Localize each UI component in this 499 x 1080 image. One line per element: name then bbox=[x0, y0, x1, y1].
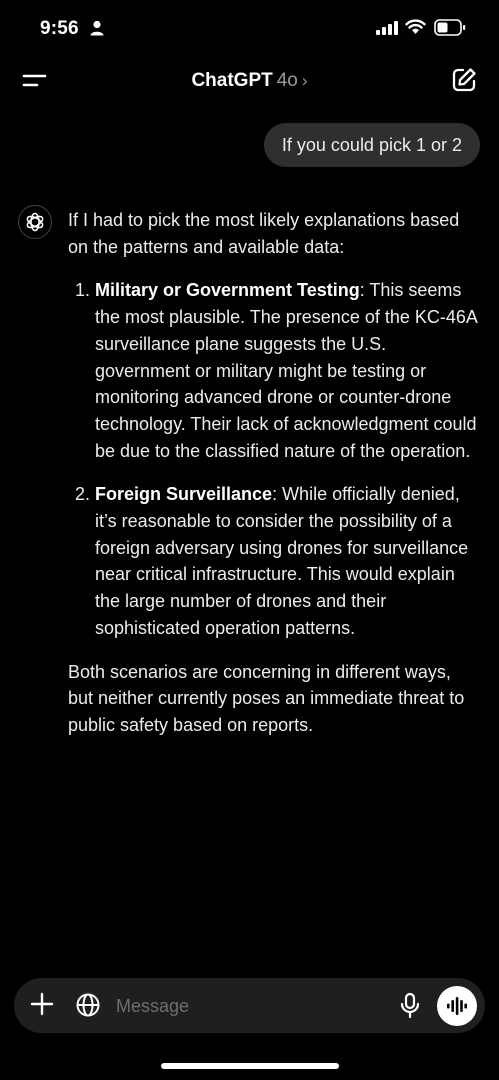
battery-icon bbox=[434, 19, 466, 36]
status-time: 9:56 bbox=[40, 18, 79, 39]
list-item-title: Military or Government Testing bbox=[95, 280, 360, 301]
assistant-intro: If I had to pick the most likely explanations based on the patterns and available data: bbox=[68, 210, 460, 257]
message-input[interactable] bbox=[116, 992, 386, 1020]
voice-waveform-icon bbox=[447, 997, 467, 1015]
explanation-list bbox=[68, 277, 480, 641]
model-selector[interactable] bbox=[0, 70, 499, 92]
microphone-icon[interactable] bbox=[399, 992, 421, 1020]
voice-mode-button[interactable] bbox=[437, 986, 477, 1026]
app-title: ChatGPT bbox=[191, 70, 273, 91]
message-composer bbox=[14, 978, 485, 1033]
assistant-closing: Both scenarios are concerning in different ways, but neither currently poses an immediate threat to public safety based on reports. bbox=[68, 661, 465, 735]
list-item-title: Foreign Surveillance bbox=[95, 484, 273, 505]
chat-header bbox=[0, 58, 499, 104]
signal-icon bbox=[376, 21, 398, 35]
list-item-text: : While officially denied, it’s reasonable to consider the possibility of a foreign adversary using drones for surveillance near critical infrastructure. This would explain the large number of drones and their sophisticated operation patterns. bbox=[95, 484, 469, 638]
chatgpt-logo-icon bbox=[18, 205, 52, 239]
list-item bbox=[95, 481, 480, 641]
globe-icon[interactable] bbox=[75, 992, 101, 1018]
user-message: If you could pick 1 or 2 bbox=[264, 123, 480, 167]
assistant-message bbox=[68, 207, 480, 739]
person-icon bbox=[90, 20, 104, 36]
chevron-right-icon: › bbox=[301, 71, 308, 90]
list-item-text: : This seems the most plausible. The presence of the KC-46A surveillance plane suggests the U.S. government or military might be testing or monitoring advanced drone or counter-drone technology. Their lack of acknowledgment could be due to the classified nature of the operation. bbox=[95, 280, 477, 461]
wifi-icon bbox=[405, 19, 426, 35]
plus-icon[interactable] bbox=[30, 992, 54, 1016]
model-label: 4o bbox=[276, 70, 298, 91]
new-chat-icon[interactable] bbox=[451, 67, 477, 93]
status-bar bbox=[0, 0, 499, 58]
home-indicator[interactable] bbox=[161, 1063, 339, 1069]
list-item bbox=[95, 277, 480, 464]
